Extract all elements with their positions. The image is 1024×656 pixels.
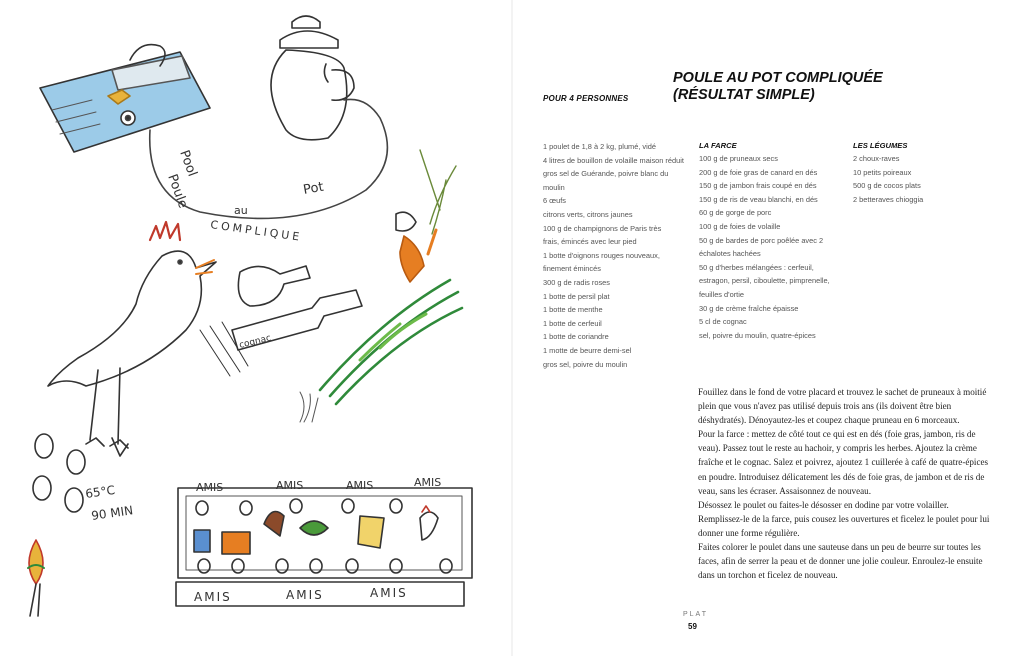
method-text [698,385,992,582]
method-paragraph: Pour la farce : mettez de côté tout ce qui est en dés (foie gras, jambon, ris de veau). Passez tout le reste au hachoir, y compris les herbes. Ajoutez la crème fraîche et le cognac. Salez et poivrez, ajoutez 1 cuillerée à café de quatre-épices en poudre. Introduisez délicatement les dés de foie gras, de jambon et de ris de veau, sans les écraser. Assaisonnez de nouveau. [698,429,989,496]
ingredient-item: 4 litres de bouillon de volaille maison réduit [543,155,684,165]
ingredient-item: 1 botte de coriandre [543,332,609,342]
farce-item: sel, poivre du moulin, quatre-épices [699,330,816,340]
method-paragraph: Désossez le poulet ou faites-le désosser en dodine par votre volailler. Remplissez-le de la farce, puis cousez les ouvertures et ficelez le poulet pour lui donner une forme régulière. [698,499,990,538]
farce-column [699,140,839,342]
farce-list [699,152,839,342]
folio-page-number: 59 [688,622,697,631]
drawing-label-pot: Pot [302,179,325,198]
match-sketch [28,540,44,616]
method-paragraph: Faites colorer le poulet dans une sauteuse dans un peu de beurre sur toutes les faces, afin de serrer la peau et de donner une jolie couleur. Enroulez-le ensuite dans un torchon et ficelez de nouveau. [698,542,983,581]
farce-item: 5 cl de cognac [699,317,747,327]
ingredient-item: 1 botte d'oignons rouges nouveaux, [543,250,660,260]
eggs-sketch [33,434,85,512]
farce-item: 100 g de pruneaux secs [699,154,778,163]
method-paragraph: Fouillez dans le fond de votre placard et trouvez le sachet de pruneaux à moitié plein que vous n'avez pas utilisé depuis trois ans (ils doivent être bien déshydratés). Dénoyautez-les et coupez chaque pruneau en 6 morceaux. [698,387,987,426]
drawing-amis-bottom-2: AMIS [286,588,324,602]
ingredient-item: 1 botte de menthe [543,305,603,315]
farce-item: 60 g de gorge de porc [699,208,772,218]
ingredient-item: 1 botte de cerfeuil [543,318,602,328]
legumes-column [853,140,973,206]
drumstick-sketch [238,266,310,306]
farce-item: 50 g de bardes de porc poêlée avec 2 [699,235,824,245]
recipe-title-line2: (RÉSULTAT SIMPLE) [673,87,815,103]
page-folio [683,611,708,631]
ingredients-main-list [543,140,689,371]
chicken-sketch [48,222,216,456]
vegetables-sketch [396,150,456,282]
ingredients-main-column [543,140,689,371]
drawing-label-temp: 65°C [84,482,116,501]
drawing-label-time: 90 MIN [90,503,134,523]
ingredient-item: citrons verts, citrons jaunes [543,209,633,219]
ingredient-item: frais, émincés avec leur pied [543,237,637,247]
recipe-title-line1: POULE AU POT COMPLIQUÉE [673,70,883,86]
farce-item: 100 g de foies de volaille [699,221,781,231]
drawing-label-compliquee: COMPLIQUE [209,218,303,244]
leeks-sketch [300,280,462,422]
package-sketch [40,45,210,152]
farce-item: 200 g de foie gras de canard en dés [699,167,818,177]
drawing-label-au: au [234,204,248,217]
legumes-heading: LES LÉGUMES [853,141,908,150]
bottle-sketch [200,290,362,376]
farce-item: 30 g de crème fraîche épaisse [699,303,799,313]
ingredient-item: finement émincés [543,264,601,274]
legume-item: 2 choux-raves [853,154,900,163]
drawing-amis-top-4: AMIS [414,476,442,489]
ingredient-item: 300 g de radis roses [543,277,610,287]
ingredient-item: 1 poulet de 1,8 à 2 kg, plumé, vidé [543,142,656,151]
drawing-label-pool: Pool [176,148,200,179]
ingredient-item: gros sel, poivre du moulin [543,359,628,369]
drawing-amis-top-2: AMIS [276,479,304,492]
drawing-label-bottle: cognac [238,333,273,351]
ingredient-item: 100 g de champignons de Paris très [543,223,662,233]
farce-item: 150 g de jambon frais coupé en dés [699,181,817,191]
ingredient-item: gros sel de Guérande, poivre blanc du [543,169,669,179]
recipe-title [673,70,973,104]
ingredient-item: 6 œufs [543,196,566,206]
drawing-amis-top-1: AMIS [196,481,224,494]
drawing-amis-bottom-3: AMIS [370,586,408,600]
farce-item: feuilles d'ortie [699,289,744,299]
pot-sketch [271,16,354,140]
serves-label: POUR 4 PERSONNES [543,94,629,103]
legume-item: 10 petits poireaux [853,167,912,177]
folio-section: PLAT [683,611,708,618]
farce-item: 50 g d'herbes mélangées : cerfeuil, [699,262,814,272]
legume-item: 2 betteraves chioggia [853,194,924,204]
legumes-list [853,152,973,206]
ingredient-item: moulin [543,182,565,192]
farce-item: estragon, persil, ciboulette, pimprenelle, [699,276,830,286]
ingredient-item: 1 botte de persil plat [543,291,610,301]
drawing-label-poule: Poule [164,172,191,211]
drawing-amis-top-3: AMIS [346,479,374,492]
farce-heading: LA FARCE [699,141,737,150]
recipe-page [513,0,1024,656]
farce-item: échalotes hachées [699,249,761,259]
legume-item: 500 g de cocos plats [853,181,921,191]
farce-item: 150 g de ris de veau blanchi, en dés [699,194,818,204]
drawing-amis-bottom-1: AMIS [194,590,232,604]
table-sketch [176,488,472,606]
ingredient-item: 1 motte de beurre demi-sel [543,345,632,355]
